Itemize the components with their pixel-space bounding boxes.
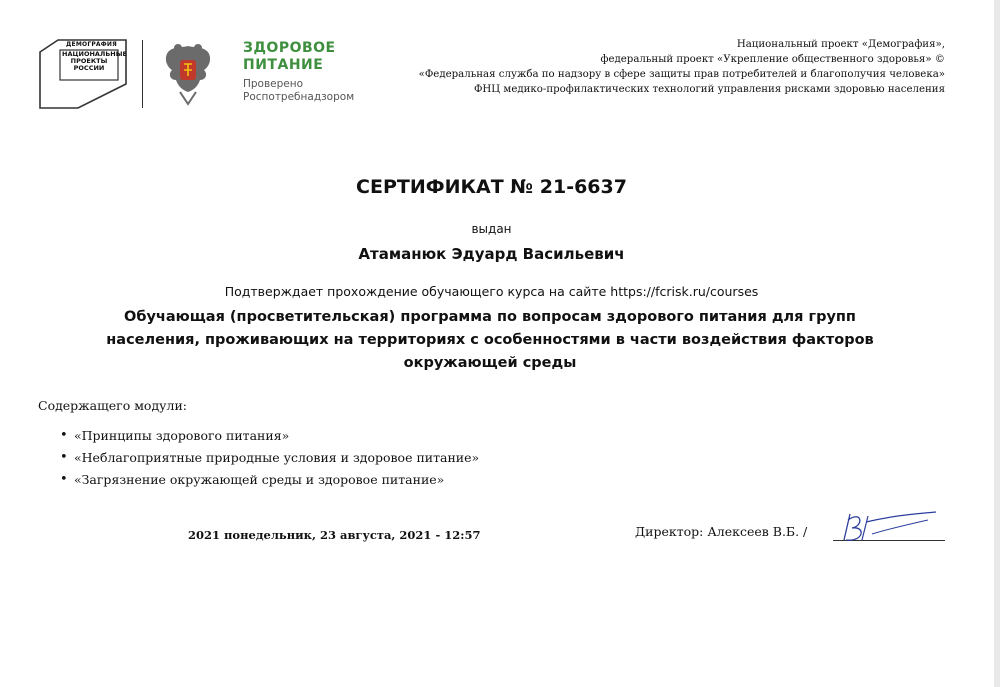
certificate-title: СЕРТИФИКАТ № 21-6637 bbox=[356, 176, 627, 198]
national-projects-logo bbox=[38, 38, 128, 110]
recipient-name: Атаманюк Эдуард Васильевич bbox=[358, 245, 625, 263]
course-title bbox=[30, 306, 950, 375]
course-title-line: населения, проживающих на территориях с особенностями в части воздействия факторов bbox=[106, 332, 874, 348]
page-edge bbox=[994, 0, 1000, 687]
course-title-line: окружающей среды bbox=[403, 355, 577, 371]
module-item bbox=[60, 472, 479, 494]
issued-label: выдан bbox=[471, 222, 512, 236]
healthy-food-title bbox=[243, 40, 354, 74]
logo-divider bbox=[142, 40, 143, 108]
header-org-line: федеральный проект «Укрепление общественного здоровья» © bbox=[600, 54, 945, 65]
national-projects-shape-icon bbox=[38, 38, 128, 110]
national-projects-line: ПРОЕКТЫ bbox=[70, 57, 108, 65]
healthy-food-subtitle bbox=[243, 78, 354, 104]
module-text: «Неблагоприятные природные условия и здоровое питание» bbox=[74, 450, 480, 465]
confirmation-text: Подтверждает прохождение обучающего курса на сайте https://fcrisk.ru/courses bbox=[224, 284, 759, 299]
national-projects-line: НАЦИОНАЛЬНЫЕ bbox=[62, 50, 127, 58]
director-label: Директор: Алексеев В.Б. / bbox=[635, 524, 808, 539]
healthy-food-sub-line: Проверено bbox=[243, 78, 304, 90]
module-item bbox=[60, 428, 479, 450]
module-text: «Принципы здорового питания» bbox=[74, 428, 290, 443]
healthy-food-title-line: ПИТАНИЕ bbox=[243, 57, 324, 73]
bullet-icon: • bbox=[60, 450, 68, 465]
modules-list bbox=[60, 428, 479, 494]
healthy-food-title-line: ЗДОРОВОЕ bbox=[243, 40, 336, 56]
national-projects-top: ДЕМОГРАФИЯ bbox=[66, 41, 117, 48]
header-org-line: Национальный проект «Демография», bbox=[736, 39, 945, 50]
header-organizations bbox=[345, 37, 945, 97]
issue-date: 2021 понедельник, 23 августа, 2021 - 12:57 bbox=[188, 528, 481, 542]
signature-icon bbox=[832, 506, 942, 546]
bullet-icon: • bbox=[60, 472, 68, 487]
national-projects-text bbox=[62, 50, 127, 72]
course-title-line: Обучающая (просветительская) программа по вопросам здорового питания для групп bbox=[124, 309, 856, 325]
header-org-line: «Федеральная служба по надзору в сфере защиты прав потребителей и благополучия человека» bbox=[418, 69, 945, 80]
bullet-icon: • bbox=[60, 428, 68, 443]
healthy-food-sub-line: Роспотребнадзором bbox=[243, 91, 355, 103]
healthy-food-logo bbox=[243, 40, 354, 104]
national-projects-line: РОССИИ bbox=[73, 64, 105, 72]
module-item bbox=[60, 450, 479, 472]
modules-label: Содержащего модули: bbox=[38, 398, 187, 413]
module-text: «Загрязнение окружающей среды и здоровое питание» bbox=[74, 472, 445, 487]
header-org-line: ФНЦ медико-профилактических технологий управления рисками здоровью населения bbox=[473, 84, 945, 95]
coat-of-arms-icon bbox=[160, 40, 216, 106]
